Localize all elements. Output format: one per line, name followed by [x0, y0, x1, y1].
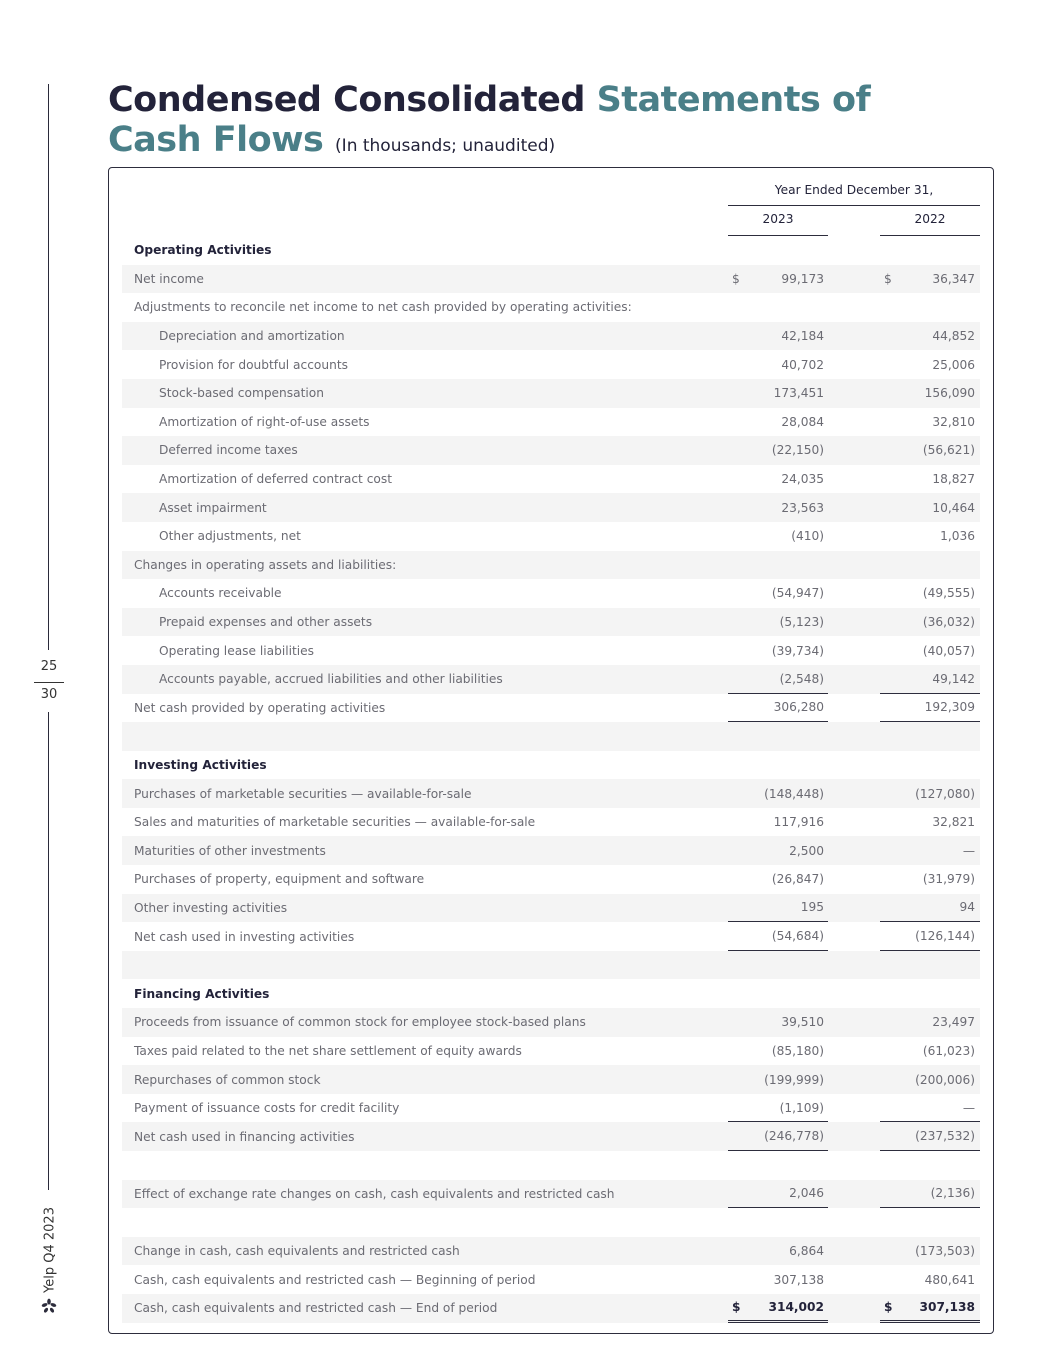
cell-value: 23,497 — [932, 1015, 975, 1030]
table-row — [122, 379, 980, 408]
value-2023 — [728, 922, 828, 951]
table-header — [122, 178, 980, 236]
row-label: Depreciation and amortization — [159, 329, 345, 344]
value-2023 — [728, 408, 828, 437]
table-row — [122, 779, 980, 808]
value-2022 — [880, 1008, 980, 1037]
row-label: Net cash provided by operating activities — [134, 700, 386, 715]
cell-value: 99,173 — [781, 271, 824, 286]
value-2022 — [880, 436, 980, 465]
value-2023 — [728, 1008, 828, 1037]
table-row — [122, 1094, 980, 1123]
table-row — [122, 493, 980, 522]
total-row — [122, 922, 980, 951]
value-2023 — [728, 379, 828, 408]
value-2022 — [880, 636, 980, 665]
value-2022 — [880, 1122, 980, 1151]
spacer-row — [122, 1208, 980, 1237]
value-2022 — [880, 922, 980, 951]
cash-flow-table — [122, 178, 980, 1323]
cell-value: (199,999) — [764, 1072, 824, 1087]
page-title — [108, 80, 928, 166]
cell-value: 2,500 — [789, 843, 824, 858]
yelp-burst-icon — [41, 1298, 57, 1314]
sidebar-rule-top — [48, 84, 49, 650]
title-part-1: Condensed Consolidated — [108, 80, 585, 120]
value-2023 — [728, 1037, 828, 1066]
table-row — [122, 894, 980, 923]
row-label: Asset impairment — [159, 500, 267, 515]
value-2022 — [880, 265, 980, 294]
currency-symbol: $ — [732, 1299, 741, 1314]
value-2023 — [728, 608, 828, 637]
row-label: Stock-based compensation — [159, 386, 324, 401]
value-2022 — [880, 350, 980, 379]
cell-value: 18,827 — [932, 472, 975, 487]
table-row — [122, 265, 980, 294]
cell-value: 36,347 — [932, 271, 975, 286]
row-label: Net cash used in investing activities — [134, 929, 355, 944]
row-label: Investing Activities — [134, 757, 267, 772]
cell-value: (1,109) — [779, 1100, 824, 1115]
cell-value: 32,821 — [932, 815, 975, 830]
table-row — [122, 322, 980, 351]
row-label: Financing Activities — [134, 986, 270, 1001]
cell-value: 117,916 — [773, 815, 824, 830]
value-2023 — [728, 894, 828, 923]
value-2022 — [880, 836, 980, 865]
sidebar-rule-bottom — [48, 712, 49, 1190]
row-label: Cash, cash equivalents and restricted cash — Beginning of period — [134, 1272, 536, 1287]
table-body — [122, 236, 980, 1323]
table-row — [122, 522, 980, 551]
cell-value: 192,309 — [924, 700, 975, 715]
period-header: Year Ended December 31, — [728, 182, 980, 206]
cell-value: (36,032) — [922, 615, 975, 630]
cell-value: (39,734) — [771, 643, 824, 658]
value-2023 — [728, 465, 828, 494]
section-header-row — [122, 236, 980, 265]
title-subtitle: (In thousands; unaudited) — [335, 136, 556, 156]
page-number-current: 25 — [40, 659, 58, 674]
row-label: Deferred income taxes — [159, 443, 298, 458]
spacer-row — [122, 722, 980, 751]
column-header-2022: 2022 — [880, 212, 980, 236]
table-row — [122, 1065, 980, 1094]
row-label: Adjustments to reconcile net income to net cash provided by operating activities: — [134, 300, 632, 315]
value-2023 — [728, 493, 828, 522]
row-label: Operating lease liabilities — [159, 643, 315, 658]
value-2023 — [728, 265, 828, 294]
value-2023 — [728, 579, 828, 608]
row-label: Purchases of property, equipment and software — [134, 872, 425, 887]
value-2022 — [880, 379, 980, 408]
section-header-row — [122, 751, 980, 780]
value-2022 — [880, 1294, 980, 1323]
page-number-total: 30 — [40, 687, 58, 702]
cell-value: (5,123) — [779, 615, 824, 630]
table-row — [122, 350, 980, 379]
table-row — [122, 408, 980, 437]
total-row — [122, 694, 980, 723]
table-row — [122, 636, 980, 665]
cell-value: (148,448) — [764, 786, 824, 801]
cell-value: 2,046 — [789, 1186, 824, 1201]
value-2022 — [880, 808, 980, 837]
cell-value: 49,142 — [932, 671, 975, 686]
value-2022 — [880, 779, 980, 808]
cell-value: (410) — [791, 529, 824, 544]
spacer-row — [122, 951, 980, 980]
cell-value: 94 — [959, 900, 975, 915]
table-row — [122, 865, 980, 894]
value-2023 — [728, 436, 828, 465]
row-label: Taxes paid related to the net share settlement of equity awards — [134, 1043, 522, 1058]
value-2022 — [880, 1237, 980, 1266]
row-label: Prepaid expenses and other assets — [159, 615, 373, 630]
value-2022 — [880, 608, 980, 637]
value-2022 — [880, 665, 980, 694]
cell-value: (200,006) — [915, 1072, 975, 1087]
value-2022 — [880, 493, 980, 522]
table-row — [122, 1237, 980, 1266]
cell-value: (54,947) — [771, 586, 824, 601]
value-2023 — [728, 1265, 828, 1294]
cell-value: 44,852 — [932, 329, 975, 344]
cell-value: (26,847) — [771, 872, 824, 887]
value-2022 — [880, 322, 980, 351]
cell-value: 306,280 — [773, 700, 824, 715]
value-2022 — [880, 894, 980, 923]
value-2023 — [728, 1065, 828, 1094]
table-row — [122, 579, 980, 608]
table-row — [122, 608, 980, 637]
total-row — [122, 1122, 980, 1151]
cell-value: 307,138 — [919, 1299, 975, 1314]
cell-value: 40,702 — [781, 357, 824, 372]
cell-value: 6,864 — [789, 1244, 824, 1259]
table-row — [122, 665, 980, 694]
value-2023 — [728, 1294, 828, 1323]
value-2023 — [728, 1180, 828, 1209]
cell-value: 307,138 — [773, 1272, 824, 1287]
table-row — [122, 1008, 980, 1037]
table-row — [122, 465, 980, 494]
cell-value: 23,563 — [781, 500, 824, 515]
table-row — [122, 836, 980, 865]
value-2022 — [880, 1265, 980, 1294]
table-row — [122, 293, 980, 322]
cell-value: (31,979) — [922, 872, 975, 887]
cell-value: (56,621) — [922, 443, 975, 458]
cell-value: — — [962, 843, 975, 858]
value-2023 — [728, 522, 828, 551]
value-2022 — [880, 865, 980, 894]
value-2022 — [880, 408, 980, 437]
value-2022 — [880, 694, 980, 723]
currency-symbol: $ — [884, 1299, 893, 1314]
cell-value: (49,555) — [922, 586, 975, 601]
cell-value: 1,036 — [940, 529, 975, 544]
report-label: Yelp Q4 2023 — [42, 1207, 58, 1293]
row-label: Other adjustments, net — [159, 529, 301, 544]
cell-value: 173,451 — [773, 386, 824, 401]
cell-value: 42,184 — [781, 329, 824, 344]
row-label: Proceeds from issuance of common stock for employee stock-based plans — [134, 1015, 586, 1030]
value-2023 — [728, 694, 828, 723]
cell-value: 480,641 — [924, 1272, 975, 1287]
value-2023 — [728, 1094, 828, 1123]
cell-value: (85,180) — [771, 1043, 824, 1058]
value-2023 — [728, 322, 828, 351]
table-row — [122, 436, 980, 465]
cell-value: (246,778) — [764, 1129, 824, 1144]
cell-value: (54,684) — [771, 929, 824, 944]
row-label: Change in cash, cash equivalents and restricted cash — [134, 1244, 460, 1259]
row-label: Purchases of marketable securities — available-for-sale — [134, 786, 472, 801]
cell-value: 314,002 — [768, 1299, 824, 1314]
value-2023 — [728, 1122, 828, 1151]
cell-value: 195 — [800, 900, 824, 915]
spacer-row — [122, 1151, 980, 1180]
table-row — [122, 1037, 980, 1066]
cell-value: 10,464 — [932, 500, 975, 515]
cell-value: 25,006 — [932, 357, 975, 372]
total-row — [122, 1180, 980, 1209]
total-row — [122, 1294, 980, 1323]
row-label: Amortization of right-of-use assets — [159, 414, 370, 429]
cell-value: (126,144) — [915, 929, 975, 944]
value-2023 — [728, 779, 828, 808]
table-row — [122, 1265, 980, 1294]
section-header-row — [122, 979, 980, 1008]
row-label: Net cash used in financing activities — [134, 1129, 355, 1144]
row-label: Other investing activities — [134, 900, 288, 915]
row-label: Cash, cash equivalents and restricted cash — End of period — [134, 1301, 498, 1316]
value-2022 — [880, 1094, 980, 1123]
row-label: Sales and maturities of marketable securities — available-for-sale — [134, 815, 536, 830]
row-label: Amortization of deferred contract cost — [159, 472, 392, 487]
cell-value: 39,510 — [781, 1015, 824, 1030]
value-2023 — [728, 836, 828, 865]
value-2023 — [728, 350, 828, 379]
value-2022 — [880, 579, 980, 608]
cell-value: 32,810 — [932, 414, 975, 429]
cell-value: (127,080) — [915, 786, 975, 801]
row-label: Accounts receivable — [159, 586, 282, 601]
value-2023 — [728, 665, 828, 694]
currency-symbol: $ — [732, 271, 740, 286]
value-2023 — [728, 1237, 828, 1266]
cell-value: — — [962, 1100, 975, 1115]
row-label: Effect of exchange rate changes on cash, cash equivalents and restricted cash — [134, 1186, 615, 1201]
value-2022 — [880, 1065, 980, 1094]
value-2022 — [880, 1037, 980, 1066]
cell-value: 28,084 — [781, 414, 824, 429]
value-2022 — [880, 465, 980, 494]
row-label: Operating Activities — [134, 243, 272, 258]
value-2022 — [880, 1180, 980, 1209]
table-row — [122, 808, 980, 837]
cell-value: (22,150) — [771, 443, 824, 458]
page-number-divider — [34, 682, 64, 683]
value-2023 — [728, 865, 828, 894]
cell-value: (40,057) — [922, 643, 975, 658]
cell-value: 156,090 — [924, 386, 975, 401]
cell-value: 24,035 — [781, 472, 824, 487]
value-2022 — [880, 522, 980, 551]
row-label: Maturities of other investments — [134, 843, 326, 858]
column-header-2023: 2023 — [728, 212, 828, 236]
currency-symbol: $ — [884, 271, 892, 286]
row-label: Repurchases of common stock — [134, 1072, 321, 1087]
title-part-2: Statements of — [596, 80, 871, 120]
row-label: Accounts payable, accrued liabilities and other liabilities — [159, 672, 503, 687]
row-label: Provision for doubtful accounts — [159, 357, 348, 372]
table-row — [122, 551, 980, 580]
value-2023 — [728, 636, 828, 665]
row-label: Payment of issuance costs for credit facility — [134, 1101, 400, 1116]
value-2023 — [728, 808, 828, 837]
row-label: Net income — [134, 271, 204, 286]
title-part-3: Cash Flows — [108, 120, 324, 160]
cell-value: (61,023) — [922, 1043, 975, 1058]
cell-value: (173,503) — [915, 1244, 975, 1259]
cell-value: (2,548) — [779, 671, 824, 686]
cell-value: (237,532) — [915, 1129, 975, 1144]
row-label: Changes in operating assets and liabilities: — [134, 557, 397, 572]
cell-value: (2,136) — [930, 1186, 975, 1201]
